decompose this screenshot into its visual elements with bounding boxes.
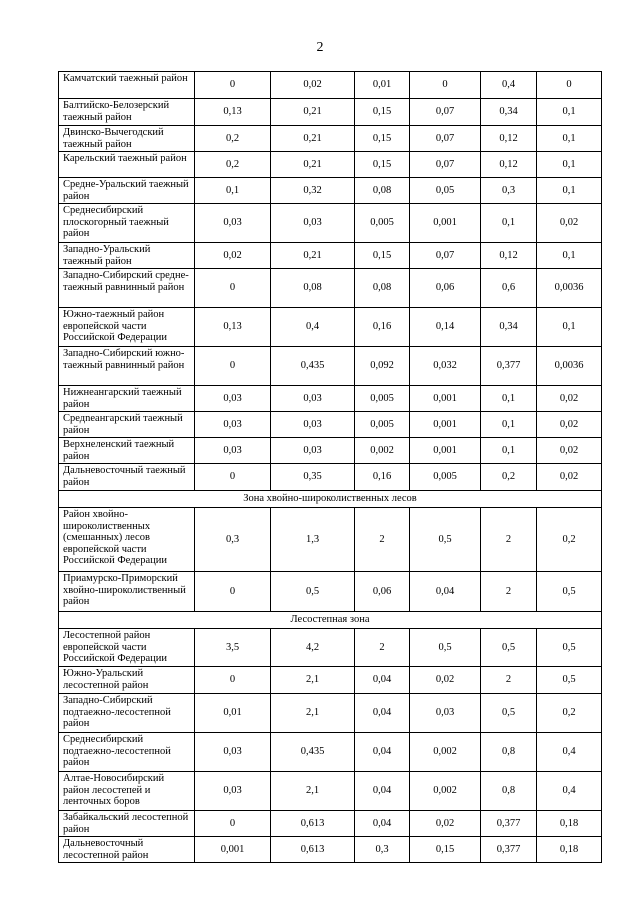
- value-cell: 0: [195, 667, 271, 694]
- value-cell: 0,07: [410, 126, 481, 152]
- region-name-cell: Лесостепной район европейской части Российской Федерации: [59, 629, 195, 667]
- value-cell: 0,03: [271, 412, 355, 438]
- value-cell: 0,005: [355, 204, 410, 243]
- value-cell: 0,16: [355, 464, 410, 491]
- value-cell: 0,8: [481, 733, 537, 772]
- region-name-cell: Дальневосточный лесостепной район: [59, 837, 195, 863]
- value-cell: 2,1: [271, 667, 355, 694]
- value-cell: 0,34: [481, 99, 537, 126]
- value-cell: 0,3: [355, 837, 410, 863]
- value-cell: 0,01: [355, 72, 410, 99]
- value-cell: 0,07: [410, 243, 481, 269]
- value-cell: 0,04: [355, 694, 410, 733]
- value-cell: 0,04: [355, 772, 410, 811]
- section-header-row: [59, 491, 602, 508]
- value-cell: 0,3: [481, 178, 537, 204]
- value-cell: 0,03: [195, 772, 271, 811]
- value-cell: 0,06: [410, 269, 481, 308]
- value-cell: 0,3: [195, 508, 271, 572]
- value-cell: 0: [195, 811, 271, 837]
- value-cell: 0,08: [271, 269, 355, 308]
- value-cell: 1,3: [271, 508, 355, 572]
- value-cell: 0,1: [537, 126, 602, 152]
- value-cell: 0,2: [195, 152, 271, 178]
- value-cell: 0,03: [271, 204, 355, 243]
- value-cell: 2,1: [271, 694, 355, 733]
- value-cell: 0,5: [537, 667, 602, 694]
- forest-region-table: [58, 71, 602, 863]
- value-cell: 0,16: [355, 308, 410, 347]
- table-row: [59, 152, 602, 178]
- value-cell: 0,2: [481, 464, 537, 491]
- value-cell: 0,04: [410, 572, 481, 612]
- page-number: 2: [316, 40, 324, 55]
- value-cell: 0,02: [537, 204, 602, 243]
- value-cell: 0,377: [481, 811, 537, 837]
- value-cell: 0: [195, 572, 271, 612]
- value-cell: 0,002: [410, 772, 481, 811]
- table-row: [59, 464, 602, 491]
- region-name-cell: Среднесибирский плоскогорный таежный район: [59, 204, 195, 243]
- value-cell: 0,1: [537, 152, 602, 178]
- value-cell: 0,18: [537, 837, 602, 863]
- value-cell: 0,435: [271, 733, 355, 772]
- value-cell: 0,13: [195, 308, 271, 347]
- value-cell: 0: [195, 72, 271, 99]
- value-cell: 0,5: [537, 572, 602, 612]
- value-cell: 0,05: [410, 178, 481, 204]
- value-cell: 0,21: [271, 152, 355, 178]
- table-row: [59, 412, 602, 438]
- value-cell: 0,4: [481, 72, 537, 99]
- value-cell: 0,0036: [537, 269, 602, 308]
- value-cell: 0,15: [355, 99, 410, 126]
- value-cell: 0,15: [355, 152, 410, 178]
- region-name-cell: Верхнеленский таежный район: [59, 438, 195, 464]
- value-cell: 0,005: [355, 386, 410, 412]
- value-cell: 2: [355, 629, 410, 667]
- value-cell: 0,001: [410, 438, 481, 464]
- region-name-cell: Южно-Уральский лесостепной район: [59, 667, 195, 694]
- value-cell: 0,2: [195, 126, 271, 152]
- value-cell: 0,1: [481, 204, 537, 243]
- value-cell: 0,5: [537, 629, 602, 667]
- value-cell: 0,1: [481, 386, 537, 412]
- table-row: [59, 308, 602, 347]
- value-cell: 0,12: [481, 243, 537, 269]
- value-cell: 0: [195, 464, 271, 491]
- region-name-cell: Среднесибирский подтаежно-лесостепной район: [59, 733, 195, 772]
- value-cell: 0,21: [271, 126, 355, 152]
- value-cell: 0,6: [481, 269, 537, 308]
- value-cell: 0,377: [481, 837, 537, 863]
- value-cell: 2,1: [271, 772, 355, 811]
- value-cell: 0,613: [271, 837, 355, 863]
- value-cell: 0,34: [481, 308, 537, 347]
- value-cell: 0,001: [410, 386, 481, 412]
- table-row: [59, 694, 602, 733]
- value-cell: 0: [410, 72, 481, 99]
- value-cell: 0,4: [271, 308, 355, 347]
- value-cell: 0,1: [195, 178, 271, 204]
- region-name-cell: Западно-Сибирский подтаежно-лесостепной район: [59, 694, 195, 733]
- value-cell: 0,377: [481, 347, 537, 386]
- value-cell: 0,02: [271, 72, 355, 99]
- value-cell: 0,1: [481, 438, 537, 464]
- value-cell: 0,04: [355, 811, 410, 837]
- value-cell: 2: [481, 572, 537, 612]
- value-cell: 0,15: [355, 243, 410, 269]
- value-cell: 0,02: [410, 667, 481, 694]
- region-name-cell: Западно-Уральский таежный район: [59, 243, 195, 269]
- value-cell: 0,06: [355, 572, 410, 612]
- value-cell: 0,092: [355, 347, 410, 386]
- value-cell: 0,435: [271, 347, 355, 386]
- value-cell: 0,04: [355, 667, 410, 694]
- value-cell: 0,1: [537, 243, 602, 269]
- region-name-cell: Камчатский таежный район: [59, 72, 195, 99]
- region-name-cell: Алтае-Новосибирский район лесостепей и ленточных боров: [59, 772, 195, 811]
- value-cell: 3,5: [195, 629, 271, 667]
- table-row: [59, 386, 602, 412]
- value-cell: 0,02: [537, 438, 602, 464]
- region-name-cell: Западно-Сибирский средне-таежный равнинный район: [59, 269, 195, 308]
- value-cell: 0,03: [410, 694, 481, 733]
- value-cell: 0,03: [271, 386, 355, 412]
- table-row: [59, 837, 602, 863]
- table-row: [59, 667, 602, 694]
- value-cell: 0,1: [537, 99, 602, 126]
- value-cell: 0,03: [271, 438, 355, 464]
- value-cell: 0,08: [355, 178, 410, 204]
- value-cell: 0,002: [355, 438, 410, 464]
- value-cell: 0,032: [410, 347, 481, 386]
- value-cell: 0,07: [410, 99, 481, 126]
- value-cell: 0,2: [537, 508, 602, 572]
- value-cell: 0,02: [410, 811, 481, 837]
- region-name-cell: Нижнеангарский таежный район: [59, 386, 195, 412]
- table-row: [59, 811, 602, 837]
- value-cell: 0,001: [410, 412, 481, 438]
- table-row: [59, 629, 602, 667]
- section-header-row: [59, 612, 602, 629]
- region-name-cell: Забайкальский лесостепной район: [59, 811, 195, 837]
- value-cell: 0,613: [271, 811, 355, 837]
- table-row: [59, 243, 602, 269]
- value-cell: 0,5: [271, 572, 355, 612]
- value-cell: 0,12: [481, 126, 537, 152]
- section-title: Лесостепная зона: [59, 612, 602, 629]
- value-cell: 2: [481, 667, 537, 694]
- value-cell: 0: [195, 269, 271, 308]
- value-cell: 0,14: [410, 308, 481, 347]
- table-row: [59, 733, 602, 772]
- value-cell: 0,5: [481, 694, 537, 733]
- region-name-cell: Карельский таежный район: [59, 152, 195, 178]
- region-name-cell: Средне-Уральский таежный район: [59, 178, 195, 204]
- table-row: [59, 204, 602, 243]
- value-cell: 0,01: [195, 694, 271, 733]
- region-name-cell: Двинско-Вычегодский таежный район: [59, 126, 195, 152]
- value-cell: 0,1: [537, 308, 602, 347]
- table-row: [59, 508, 602, 572]
- table-row: [59, 438, 602, 464]
- value-cell: 0,1: [537, 178, 602, 204]
- value-cell: 0,32: [271, 178, 355, 204]
- value-cell: 0,08: [355, 269, 410, 308]
- value-cell: 0,002: [410, 733, 481, 772]
- value-cell: 0: [195, 347, 271, 386]
- value-cell: 0,001: [410, 204, 481, 243]
- value-cell: 0,18: [537, 811, 602, 837]
- region-name-cell: Южно-таежный район европейской части Российской Федерации: [59, 308, 195, 347]
- value-cell: 0,4: [537, 772, 602, 811]
- value-cell: 2: [481, 508, 537, 572]
- value-cell: 0,12: [481, 152, 537, 178]
- value-cell: 2: [355, 508, 410, 572]
- table-row: [59, 126, 602, 152]
- value-cell: 0,03: [195, 412, 271, 438]
- region-name-cell: Приамурско-Приморский хвойно-широколиственный район: [59, 572, 195, 612]
- value-cell: 0,03: [195, 204, 271, 243]
- table-row: [59, 99, 602, 126]
- table-row: [59, 269, 602, 308]
- value-cell: 0,02: [537, 386, 602, 412]
- value-cell: 0,21: [271, 99, 355, 126]
- table-row: [59, 72, 602, 99]
- value-cell: 0,35: [271, 464, 355, 491]
- value-cell: 0,005: [355, 412, 410, 438]
- value-cell: 0,03: [195, 386, 271, 412]
- value-cell: 0,001: [195, 837, 271, 863]
- region-name-cell: Район хвойно-широколиственных (смешанных) лесов европейской части Российской Федерации: [59, 508, 195, 572]
- table-row: [59, 772, 602, 811]
- value-cell: 0,15: [410, 837, 481, 863]
- region-name-cell: Западно-Сибирский южно-таежный равнинный район: [59, 347, 195, 386]
- value-cell: 0,5: [410, 508, 481, 572]
- region-name-cell: Средneангарский таежный район: [59, 412, 195, 438]
- table-row: [59, 178, 602, 204]
- value-cell: 0,02: [537, 412, 602, 438]
- value-cell: 0,21: [271, 243, 355, 269]
- value-cell: 0,13: [195, 99, 271, 126]
- value-cell: 0,005: [410, 464, 481, 491]
- value-cell: 0: [537, 72, 602, 99]
- value-cell: 0,15: [355, 126, 410, 152]
- value-cell: 0,03: [195, 733, 271, 772]
- region-name-cell: Дальневосточный таежный район: [59, 464, 195, 491]
- table-row: [59, 572, 602, 612]
- value-cell: 0,04: [355, 733, 410, 772]
- value-cell: 0,5: [410, 629, 481, 667]
- value-cell: 0,8: [481, 772, 537, 811]
- section-title: Зона хвойно-широколиственных лесов: [59, 491, 602, 508]
- value-cell: 0,5: [481, 629, 537, 667]
- value-cell: 0,0036: [537, 347, 602, 386]
- table-body: [59, 72, 602, 863]
- value-cell: 0,02: [537, 464, 602, 491]
- value-cell: 4,2: [271, 629, 355, 667]
- value-cell: 0,4: [537, 733, 602, 772]
- value-cell: 0,07: [410, 152, 481, 178]
- table-row: [59, 347, 602, 386]
- value-cell: 0,02: [195, 243, 271, 269]
- value-cell: 0,03: [195, 438, 271, 464]
- value-cell: 0,2: [537, 694, 602, 733]
- region-name-cell: Балтийско-Белозерский таежный район: [59, 99, 195, 126]
- value-cell: 0,1: [481, 412, 537, 438]
